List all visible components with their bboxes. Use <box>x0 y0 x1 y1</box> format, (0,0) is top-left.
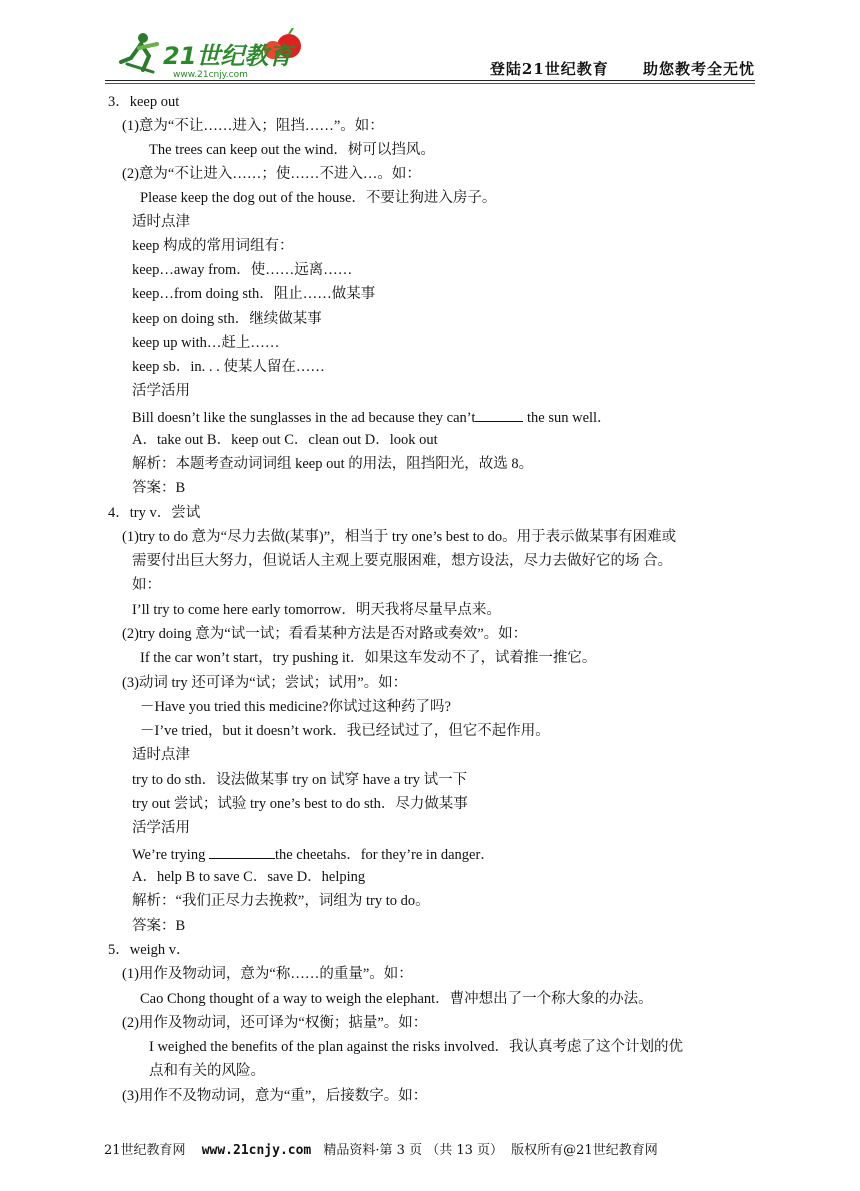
line-text-after: the cheetahs．for they’re in danger． <box>274 847 495 863</box>
text-line <box>132 795 468 813</box>
text-line <box>122 625 527 643</box>
text-line <box>132 917 185 935</box>
text-line <box>140 990 653 1008</box>
line-text: (3)动词 try 还可译为“试；尝试；试用”。如： <box>122 675 408 691</box>
line-text: 4．try v．尝试 <box>108 505 201 521</box>
line-text: We’re trying <box>132 847 209 863</box>
text-line <box>132 455 533 473</box>
line-text: I weighed the benefits of the plan against the risks involved．我认真考虑了这个计划的优 <box>149 1039 683 1055</box>
line-text: try to do sth．设法做某事 try on 试穿 have a try 试一下 <box>132 772 468 788</box>
text-line <box>132 213 190 231</box>
line-text: Please keep the dog out of the house．不要让狗进入房子。 <box>140 190 497 206</box>
text-line <box>132 892 430 910</box>
answer-blank <box>475 407 523 422</box>
line-text: keep…away from．使……远离…… <box>132 262 353 278</box>
line-text: －Have you tried this medicine?你试过这种药了吗? <box>140 699 451 715</box>
footer-site: 21世纪教育网 <box>104 1143 186 1158</box>
text-line <box>132 868 365 886</box>
text-line <box>132 771 467 789</box>
text-line <box>122 117 384 135</box>
header-divider-secondary <box>105 83 755 84</box>
text-line <box>132 431 438 449</box>
line-text: keep on doing sth．继续做某事 <box>132 311 322 327</box>
footer-url[interactable]: www.21cnjy.com <box>201 1143 312 1158</box>
line-text: keep 构成的常用词组有： <box>132 238 294 254</box>
running-figure-icon <box>121 33 157 72</box>
line-text: keep sb．in. . . 使某人留在…… <box>132 359 325 375</box>
logo-url: www.21cnjy.com <box>173 70 248 80</box>
line-text: 活学活用 <box>132 820 190 836</box>
text-line <box>132 844 495 864</box>
line-text: 活学活用 <box>132 383 190 399</box>
text-line <box>122 165 421 183</box>
line-text: keep up with…赶上…… <box>132 335 280 351</box>
line-text: 适时点津 <box>132 214 190 230</box>
text-line <box>132 285 375 303</box>
line-text: 适时点津 <box>132 747 190 763</box>
text-line <box>132 552 672 570</box>
line-text: 3．keep out <box>108 94 180 110</box>
line-text: 如： <box>132 577 161 593</box>
slogan-right: 助您教考全无忧 <box>642 60 755 78</box>
line-text: If the car won’t start，try pushing it．如果这车发动不了，试着推一推它。 <box>140 650 597 666</box>
line-text: (2)意为“不让进入……；使……不进入…。如： <box>122 166 421 182</box>
text-line <box>132 479 185 497</box>
header-divider <box>105 80 755 81</box>
text-line <box>140 722 550 740</box>
text-line <box>140 189 496 207</box>
line-text: (1)意为“不让……进入；阻挡……”。如： <box>122 118 384 134</box>
line-text: 点和有关的风险。 <box>149 1063 265 1079</box>
line-text: 需要付出巨大努力，但说话人主观上要克服困难，想方设法，尽力去做好它的场 合。 <box>132 553 673 569</box>
text-line <box>108 941 191 959</box>
text-line <box>132 237 294 255</box>
text-line <box>108 504 200 522</box>
text-line <box>122 965 413 983</box>
text-line <box>149 141 435 159</box>
text-line <box>132 382 190 400</box>
line-text: try out 尝试；试验 try one’s best to do sth．尽力做某事 <box>132 796 468 812</box>
text-line <box>132 746 190 764</box>
line-text: (3)用作不及物动词，意为“重”，后接数字。如： <box>122 1088 428 1104</box>
line-text: 答案：B <box>132 918 186 934</box>
line-text: －I’ve tried，but it doesn’t work．我已经试过了，但它不起作用。 <box>140 723 550 739</box>
text-line <box>122 674 407 692</box>
logo-21cnjy <box>113 28 313 80</box>
line-text: I’ll try to come here early tomorrow．明天我将尽量早点来。 <box>132 602 501 618</box>
footer-copyright: 版权所有@21世纪教育网 <box>511 1143 658 1158</box>
text-line <box>122 528 676 546</box>
text-line <box>132 310 322 328</box>
line-text: A．help B to save C．save D．helping <box>132 869 366 885</box>
line-text: (2)try doing 意为“试一试；看看某种方法是否对路或奏效”。如： <box>122 626 528 642</box>
page-header <box>105 28 755 82</box>
text-line <box>140 649 596 667</box>
line-text: (2)用作及物动词，还可译为“权衡；掂量”。如： <box>122 1015 428 1031</box>
text-line <box>122 1014 427 1032</box>
answer-blank <box>209 844 275 859</box>
text-line <box>108 93 179 111</box>
line-text: 解析：本题考查动词词组 keep out 的用法，阻挡阳光，故选 8。 <box>132 456 534 472</box>
line-text: (1)try to do 意为“尽力去做(某事)”，相当于 try one’s best to do。用于表示做某事有困难或 <box>122 529 677 545</box>
text-line <box>132 334 279 352</box>
page-footer <box>104 1139 756 1158</box>
text-line <box>132 819 190 837</box>
text-line <box>132 407 612 427</box>
text-line <box>132 261 352 279</box>
text-line <box>149 1038 683 1056</box>
line-text: 5．weigh v． <box>108 942 191 958</box>
logo-text: 21世纪教育 <box>163 42 293 70</box>
text-line <box>132 358 325 376</box>
text-line <box>122 1087 427 1105</box>
text-line <box>132 601 501 619</box>
line-text: 解析：“我们正尽力去挽救”，词组为 try to do。 <box>132 893 430 909</box>
line-text: The trees can keep out the wind．树可以挡风。 <box>149 142 435 158</box>
slogan-left: 登陆21世纪教育 <box>489 60 609 78</box>
line-text: 答案：B <box>132 480 186 496</box>
line-text-after: the sun well． <box>523 410 612 426</box>
line-text: A．take out B．keep out C．clean out D．look out <box>132 432 438 448</box>
line-text: (1)用作及物动词，意为“称……的重量”。如： <box>122 966 413 982</box>
footer-page-label: 精品资料·第 3 页 （共 13 页） <box>323 1143 504 1158</box>
line-text: keep…from doing sth．阻止……做某事 <box>132 286 376 302</box>
line-text: Cao Chong thought of a way to weigh the elephant．曹冲想出了一个称大象的办法。 <box>140 991 653 1007</box>
line-text: Bill doesn’t like the sunglasses in the ad because they can’t <box>132 410 476 426</box>
text-line <box>140 698 451 716</box>
text-line <box>149 1062 265 1080</box>
header-slogan <box>478 58 755 79</box>
text-line <box>132 576 161 594</box>
